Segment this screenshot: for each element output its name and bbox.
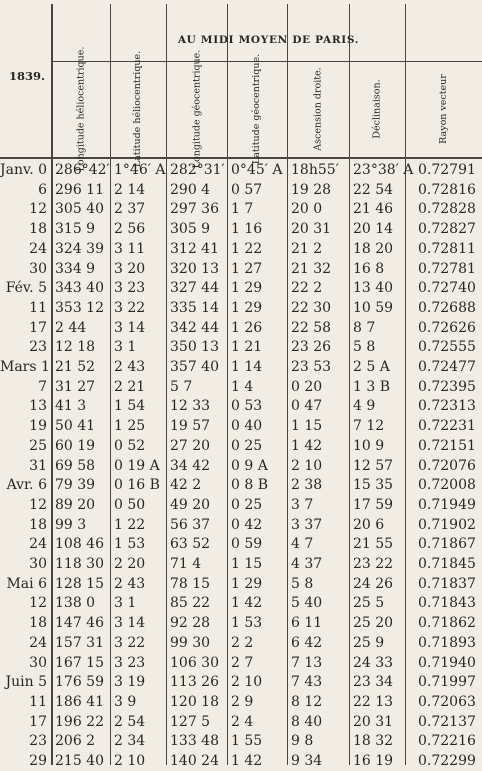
- cell-date: 12: [29, 201, 47, 218]
- cell-radius-vector: 0.72313: [418, 398, 476, 415]
- cell-declination: 15 35: [353, 477, 394, 494]
- cell-longitude-geo: 106 30: [170, 654, 219, 671]
- cell-longitude-helio: 108 46: [55, 536, 104, 553]
- cell-latitude-geo: 1 7: [231, 201, 254, 218]
- cell-longitude-geo: 63 52: [170, 536, 211, 553]
- cell-declination: 20 6: [353, 516, 385, 533]
- cell-latitude-helio: 2 21: [114, 378, 146, 395]
- cell-latitude-helio: 3 22: [114, 634, 146, 651]
- cell-longitude-geo: 34 42: [170, 457, 211, 474]
- cell-date: 30: [29, 556, 47, 572]
- cell-longitude-helio: 334 9: [55, 260, 96, 277]
- cell-right-ascension: 7 43: [291, 674, 323, 691]
- cell-longitude-geo: 5 7: [170, 378, 193, 395]
- cell-declination: 25 9: [353, 634, 385, 651]
- cell-date: 23: [29, 339, 47, 356]
- cell-longitude-geo: 282°31′: [170, 162, 225, 178]
- cell-date: 6: [38, 181, 47, 198]
- table-row: [0, 436, 482, 456]
- cell-right-ascension: 8 40: [291, 713, 323, 730]
- cell-longitude-helio: 21 52: [55, 359, 96, 375]
- table-title: AU MIDI MOYEN DE PARIS.: [177, 34, 360, 46]
- cell-longitude-geo: 127 5: [170, 713, 211, 730]
- cell-right-ascension: 22 58: [291, 319, 332, 336]
- cell-longitude-geo: 42 2: [170, 477, 202, 494]
- cell-longitude-geo: 357 40: [170, 359, 219, 375]
- col-radius-vector: Rayon vecteur: [437, 74, 449, 144]
- cell-latitude-helio: 3 20: [114, 260, 146, 277]
- cell-right-ascension: 0 47: [291, 398, 323, 415]
- cell-radius-vector: 0.72828: [418, 201, 476, 218]
- cell-date: Mai 6: [6, 575, 47, 592]
- cell-latitude-geo: 1 29: [231, 575, 263, 592]
- cell-radius-vector: 0.72626: [418, 319, 476, 336]
- cell-declination: 8 7: [353, 319, 376, 336]
- cell-latitude-geo: 1 29: [231, 299, 263, 316]
- cell-latitude-geo: 0 25: [231, 496, 263, 513]
- cell-right-ascension: 20 0: [291, 201, 323, 218]
- col-latitude-heliocentric: Latitude héliocentrique.: [132, 50, 144, 168]
- table-row: [0, 554, 482, 574]
- cell-date: Avr. 6: [6, 477, 47, 494]
- cell-radius-vector: 0.72827: [418, 221, 476, 238]
- cell-date: Fév. 5: [5, 280, 47, 297]
- cell-radius-vector: 0.72740: [418, 280, 476, 297]
- cell-latitude-geo: 1 29: [231, 280, 263, 297]
- cell-longitude-geo: 320 13: [170, 260, 219, 277]
- cell-right-ascension: 9 34: [291, 753, 323, 769]
- cell-longitude-helio: 89 20: [55, 496, 96, 513]
- cell-radius-vector: 0.71862: [418, 615, 476, 632]
- table-row: [0, 751, 482, 771]
- table-row: [0, 318, 482, 338]
- cell-latitude-geo: 1 22: [231, 240, 263, 257]
- cell-latitude-geo: 1 27: [231, 260, 263, 277]
- cell-radius-vector: 0.72555: [418, 339, 476, 356]
- table-row: [0, 534, 482, 554]
- cell-longitude-helio: 128 15: [55, 575, 104, 592]
- cell-radius-vector: 0.72688: [418, 299, 476, 316]
- cell-latitude-geo: 0 9 A: [231, 457, 268, 474]
- cell-latitude-helio: 3 11: [114, 240, 146, 257]
- cell-latitude-geo: 1 42: [231, 753, 263, 769]
- cell-longitude-helio: 324 39: [55, 240, 104, 257]
- cell-right-ascension: 2 10: [291, 457, 323, 474]
- cell-radius-vector: 0.72216: [418, 733, 476, 750]
- cell-latitude-geo: 0 8 B: [231, 477, 269, 494]
- cell-right-ascension: 19 28: [291, 181, 332, 198]
- cell-longitude-geo: 78 15: [170, 575, 211, 592]
- cell-radius-vector: 0.71940: [418, 654, 476, 671]
- cell-latitude-helio: 3 19: [114, 674, 146, 691]
- cell-date: 30: [29, 260, 47, 277]
- cell-longitude-geo: 327 44: [170, 280, 219, 297]
- cell-latitude-helio: 0 52: [114, 437, 146, 454]
- cell-latitude-helio: 2 43: [114, 359, 146, 375]
- cell-declination: 22 54: [353, 181, 394, 198]
- cell-declination: 12 57: [353, 457, 394, 474]
- cell-declination: 18 20: [353, 240, 394, 257]
- cell-right-ascension: 20 31: [291, 221, 332, 238]
- cell-date: 11: [29, 693, 47, 710]
- cell-declination: 13 40: [353, 280, 394, 297]
- cell-latitude-helio: 3 14: [114, 319, 146, 336]
- cell-longitude-geo: 290 4: [170, 181, 211, 198]
- cell-radius-vector: 0.71893: [418, 634, 476, 651]
- cell-radius-vector: 0.72781: [418, 260, 476, 277]
- cell-declination: 23°38′ A: [353, 162, 414, 178]
- cell-radius-vector: 0.72395: [418, 378, 476, 395]
- cell-longitude-geo: 99 30: [170, 634, 211, 651]
- cell-declination: 2 5 A: [353, 359, 390, 375]
- cell-declination: 23 34: [353, 674, 394, 691]
- cell-latitude-helio: 2 43: [114, 575, 146, 592]
- cell-right-ascension: 21 2: [291, 240, 323, 257]
- cell-radius-vector: 0.72008: [418, 477, 476, 494]
- cell-latitude-helio: 2 10: [114, 753, 146, 769]
- cell-radius-vector: 0.71902: [418, 516, 476, 533]
- table-row: [0, 515, 482, 535]
- cell-declination: 18 32: [353, 733, 394, 750]
- cell-right-ascension: 2 38: [291, 477, 323, 494]
- cell-longitude-helio: 296 11: [55, 181, 104, 198]
- table-row: [0, 416, 482, 436]
- cell-latitude-geo: 1 16: [231, 221, 263, 238]
- cell-date: 24: [29, 240, 47, 257]
- cell-date: 31: [29, 457, 47, 474]
- cell-latitude-geo: 1 26: [231, 319, 263, 336]
- cell-longitude-geo: 56 37: [170, 516, 211, 533]
- cell-longitude-helio: 12 18: [55, 339, 96, 356]
- cell-date: 13: [29, 398, 47, 415]
- cell-longitude-geo: 113 26: [170, 674, 219, 691]
- table-row: [0, 593, 482, 613]
- cell-declination: 24 26: [353, 575, 394, 592]
- cell-latitude-helio: 2 54: [114, 713, 146, 730]
- cell-latitude-helio: 0 50: [114, 496, 146, 513]
- cell-latitude-helio: 2 34: [114, 733, 146, 750]
- cell-declination: 24 33: [353, 654, 394, 671]
- cell-radius-vector: 0.71949: [418, 496, 476, 513]
- cell-longitude-helio: 157 31: [55, 634, 104, 651]
- cell-radius-vector: 0.72137: [418, 713, 476, 730]
- cell-latitude-geo: 0 53: [231, 398, 263, 415]
- col-longitude-geocentric: Longitude géocentrique.: [191, 49, 202, 169]
- cell-right-ascension: 1 15: [291, 418, 323, 435]
- cell-latitude-geo: 2 9: [231, 693, 254, 710]
- cell-right-ascension: 21 32: [291, 260, 332, 277]
- cell-date: 12: [29, 496, 47, 513]
- cell-longitude-geo: 27 20: [170, 437, 211, 454]
- cell-longitude-geo: 297 36: [170, 201, 219, 218]
- cell-longitude-geo: 85 22: [170, 595, 211, 612]
- cell-longitude-geo: 133 48: [170, 733, 219, 750]
- cell-longitude-helio: 186 41: [55, 693, 104, 710]
- cell-latitude-geo: 0 25: [231, 437, 263, 454]
- cell-longitude-helio: 176 59: [55, 674, 104, 691]
- cell-longitude-helio: 167 15: [55, 654, 104, 671]
- cell-latitude-helio: 3 14: [114, 615, 146, 632]
- cell-right-ascension: 5 40: [291, 595, 323, 612]
- cell-longitude-helio: 215 40: [55, 753, 104, 769]
- cell-right-ascension: 23 53: [291, 359, 332, 375]
- cell-latitude-geo: 2 10: [231, 674, 263, 691]
- table-row: [0, 495, 482, 515]
- cell-longitude-geo: 120 18: [170, 693, 219, 710]
- cell-longitude-geo: 92 28: [170, 615, 211, 632]
- table-row: [0, 574, 482, 594]
- cell-radius-vector: 0.72231: [418, 418, 476, 435]
- cell-declination: 10 9: [353, 437, 385, 454]
- cell-longitude-helio: 353 12: [55, 299, 104, 316]
- cell-declination: 25 20: [353, 615, 394, 632]
- cell-date: 19: [29, 418, 47, 435]
- cell-longitude-geo: 350 13: [170, 339, 219, 356]
- cell-date: 7: [38, 378, 47, 395]
- cell-longitude-helio: 79 39: [55, 477, 96, 494]
- cell-longitude-geo: 305 9: [170, 221, 211, 238]
- cell-latitude-helio: 3 9: [114, 693, 137, 710]
- table-row: [0, 613, 482, 633]
- cell-date: 30: [29, 654, 47, 671]
- cell-declination: 1 3 B: [353, 378, 391, 395]
- cell-latitude-helio: 0 16 B: [114, 477, 160, 494]
- cell-latitude-helio: 3 1: [114, 595, 137, 612]
- col-latitude-geocentric: Latitude géocentrique.: [251, 53, 263, 165]
- table-row: [0, 712, 482, 732]
- cell-longitude-helio: 315 9: [55, 221, 96, 238]
- cell-latitude-helio: 3 23: [114, 654, 146, 671]
- cell-latitude-geo: 1 55: [231, 733, 263, 750]
- cell-latitude-helio: 2 14: [114, 181, 146, 198]
- cell-right-ascension: 7 13: [291, 654, 323, 671]
- cell-radius-vector: 0.71997: [418, 674, 476, 691]
- cell-longitude-helio: 343 40: [55, 280, 104, 297]
- cell-declination: 21 46: [353, 201, 394, 218]
- table-row: [0, 672, 482, 692]
- col-right-ascension: Ascension droite.: [312, 67, 324, 151]
- cell-latitude-geo: 0 42: [231, 516, 263, 533]
- cell-date: 18: [29, 221, 47, 238]
- year-label: 1839.: [8, 69, 45, 83]
- cell-radius-vector: 0.72063: [418, 693, 476, 710]
- cell-date: Janv. 0: [0, 162, 48, 178]
- cell-date: 23: [29, 733, 47, 750]
- cell-date: 17: [29, 319, 47, 336]
- table-row: [0, 180, 482, 200]
- cell-right-ascension: 3 37: [291, 516, 323, 533]
- cell-declination: 16 8: [353, 260, 385, 277]
- cell-date: 17: [29, 713, 47, 730]
- cell-right-ascension: 22 30: [291, 299, 332, 316]
- cell-radius-vector: 0.72299: [418, 753, 476, 769]
- table-row: [0, 160, 482, 180]
- table-row: [0, 396, 482, 416]
- table-row: [0, 692, 482, 712]
- cell-latitude-helio: 1 53: [114, 536, 146, 553]
- cell-longitude-geo: 140 24: [170, 753, 219, 769]
- cell-latitude-geo: 2 2: [231, 634, 254, 651]
- cell-declination: 10 59: [353, 299, 394, 316]
- cell-latitude-helio: 0 19 A: [114, 457, 160, 474]
- cell-radius-vector: 0.72811: [418, 240, 476, 257]
- cell-radius-vector: 0.71845: [418, 556, 476, 572]
- cell-declination: 17 59: [353, 496, 394, 513]
- cell-latitude-geo: 0 57: [231, 181, 263, 198]
- cell-date: 11: [29, 299, 47, 316]
- table-row: [0, 357, 482, 377]
- cell-right-ascension: 3 7: [291, 496, 314, 513]
- cell-date: Mars 1: [0, 359, 50, 375]
- cell-right-ascension: 0 20: [291, 378, 323, 395]
- cell-latitude-helio: 1 22: [114, 516, 146, 533]
- cell-declination: 16 19: [353, 753, 394, 769]
- table-row: [0, 377, 482, 397]
- cell-declination: 5 8: [353, 339, 376, 356]
- table-row: [0, 731, 482, 751]
- cell-date: 24: [29, 536, 47, 553]
- cell-date: 18: [29, 615, 47, 632]
- cell-longitude-helio: 60 19: [55, 437, 96, 454]
- cell-latitude-geo: 2 7: [231, 654, 254, 671]
- cell-longitude-geo: 71 4: [170, 556, 202, 572]
- cell-latitude-helio: 1°46′ A: [114, 162, 166, 178]
- cell-right-ascension: 4 7: [291, 536, 314, 553]
- cell-radius-vector: 0.71837: [418, 575, 476, 592]
- cell-longitude-helio: 99 3: [55, 516, 87, 533]
- table-row: [0, 337, 482, 357]
- cell-latitude-geo: 0 59: [231, 536, 263, 553]
- table-row: [0, 298, 482, 318]
- cell-latitude-geo: 1 4: [231, 378, 254, 395]
- cell-longitude-geo: 342 44: [170, 319, 219, 336]
- cell-longitude-helio: 138 0: [55, 595, 96, 612]
- cell-date: 29: [29, 753, 47, 769]
- cell-right-ascension: 1 42: [291, 437, 323, 454]
- cell-right-ascension: 6 42: [291, 634, 323, 651]
- cell-latitude-geo: 1 21: [231, 339, 263, 356]
- cell-radius-vector: 0.72076: [418, 457, 476, 474]
- cell-latitude-helio: 3 23: [114, 280, 146, 297]
- cell-latitude-geo: 1 53: [231, 615, 263, 632]
- cell-radius-vector: 0.71867: [418, 536, 476, 553]
- cell-date: Juin 5: [5, 674, 47, 691]
- rule-under-header: [0, 157, 482, 159]
- cell-declination: 21 55: [353, 536, 394, 553]
- cell-right-ascension: 6 11: [291, 615, 323, 632]
- cell-right-ascension: 5 8: [291, 575, 314, 592]
- cell-latitude-geo: 2 4: [231, 713, 254, 730]
- cell-radius-vector: 0.72151: [418, 437, 476, 454]
- cell-latitude-geo: 0°45′ A: [231, 162, 283, 178]
- cell-date: 24: [29, 634, 47, 651]
- cell-declination: 22 13: [353, 693, 394, 710]
- cell-radius-vector: 0.72791: [418, 162, 476, 178]
- cell-declination: 20 14: [353, 221, 394, 238]
- cell-latitude-helio: 1 54: [114, 398, 146, 415]
- cell-latitude-geo: 1 42: [231, 595, 263, 612]
- cell-longitude-helio: 41 3: [55, 398, 87, 415]
- cell-right-ascension: 18h55′: [291, 162, 339, 178]
- cell-latitude-helio: 2 20: [114, 556, 146, 572]
- table-row: [0, 219, 482, 239]
- cell-longitude-helio: 206 2: [55, 733, 96, 750]
- cell-right-ascension: 23 26: [291, 339, 332, 356]
- table-row: [0, 475, 482, 495]
- cell-longitude-helio: 31 27: [55, 378, 96, 395]
- cell-right-ascension: 9 8: [291, 733, 314, 750]
- cell-declination: 23 22: [353, 556, 394, 572]
- cell-latitude-geo: 1 14: [231, 359, 263, 375]
- cell-longitude-helio: 196 22: [55, 713, 104, 730]
- table-row: [0, 199, 482, 219]
- cell-latitude-geo: 1 15: [231, 556, 263, 572]
- cell-longitude-geo: 49 20: [170, 496, 211, 513]
- cell-longitude-helio: 118 30: [55, 556, 104, 572]
- cell-latitude-helio: 3 22: [114, 299, 146, 316]
- cell-longitude-geo: 12 33: [170, 398, 211, 415]
- cell-longitude-helio: 147 46: [55, 615, 104, 632]
- cell-radius-vector: 0.72477: [418, 359, 476, 375]
- cell-right-ascension: 4 37: [291, 556, 323, 572]
- table-row: [0, 456, 482, 476]
- cell-radius-vector: 0.71843: [418, 595, 476, 612]
- cell-declination: 20 31: [353, 713, 394, 730]
- cell-longitude-geo: 312 41: [170, 240, 219, 257]
- cell-longitude-helio: 286°42′: [55, 162, 110, 178]
- cell-longitude-helio: 2 44: [55, 319, 87, 336]
- cell-right-ascension: 22 2: [291, 280, 323, 297]
- cell-latitude-helio: 2 37: [114, 201, 146, 218]
- cell-date: 18: [29, 516, 47, 533]
- cell-latitude-geo: 0 40: [231, 418, 263, 435]
- cell-date: 12: [29, 595, 47, 612]
- cell-longitude-helio: 69 58: [55, 457, 96, 474]
- cell-latitude-helio: 1 25: [114, 418, 146, 435]
- cell-declination: 7 12: [353, 418, 385, 435]
- col-declination: Déclinaison.: [371, 79, 383, 139]
- cell-latitude-helio: 3 1: [114, 339, 137, 356]
- cell-latitude-helio: 2 56: [114, 221, 146, 238]
- cell-longitude-geo: 335 14: [170, 299, 219, 316]
- cell-longitude-helio: 305 40: [55, 201, 104, 218]
- cell-longitude-helio: 50 41: [55, 418, 96, 435]
- cell-longitude-geo: 19 57: [170, 418, 211, 435]
- cell-declination: 25 5: [353, 595, 385, 612]
- table-row: [0, 278, 482, 298]
- table-row: [0, 259, 482, 279]
- cell-right-ascension: 8 12: [291, 693, 323, 710]
- cell-declination: 4 9: [353, 398, 376, 415]
- table-row: [0, 653, 482, 673]
- col-longitude-heliocentric: Longitude héliocentrique.: [75, 46, 87, 172]
- table-row: [0, 239, 482, 259]
- cell-radius-vector: 0.72816: [418, 181, 476, 198]
- table-row: [0, 633, 482, 653]
- cell-date: 25: [29, 437, 47, 454]
